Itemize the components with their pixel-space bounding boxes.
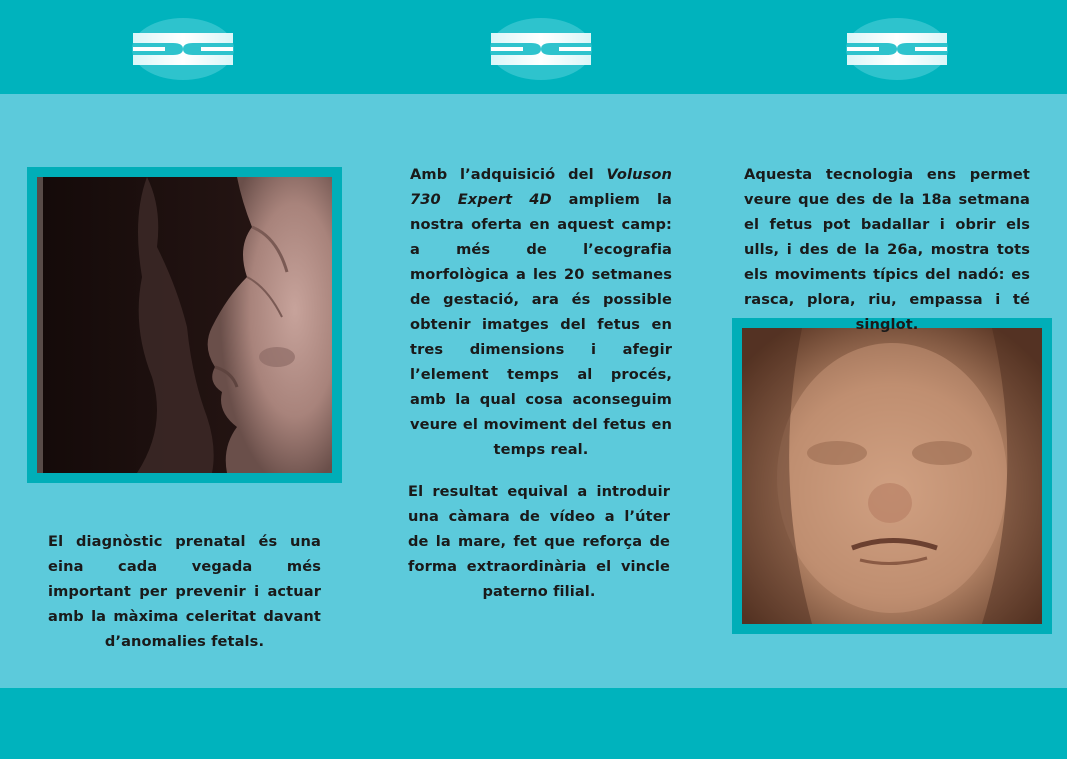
fetal-profile-image <box>37 177 332 473</box>
clinic-logo-icon <box>131 17 235 81</box>
left-photo-frame <box>27 167 342 483</box>
clinic-logo-icon <box>489 17 593 81</box>
panel2-lead: Amb l’adquisició del <box>410 166 594 183</box>
product-name: Voluson 730 Expert 4D <box>410 166 672 208</box>
right-photo-frame <box>732 318 1052 634</box>
panel2-body: ampliem la nostra oferta en aquest camp: a més de l’ecografia morfològica a les 20 setmanes de gestació, ara és possible obtenir imatges del fetus en tres dimensions i afegir l’element temps al procés, amb la qual cosa aconseguim veure el moviment del fetus en temps real. <box>410 191 673 458</box>
panel2-paragraph-2: El resultat equival a introduir una càmara de vídeo a l’úter de la mare, fet que reforça de forma extraordinària el vincle paterno filial. <box>408 483 670 600</box>
panel3-paragraph: Aquesta tecnologia ens permet veure que des de la 18a setmana el fetus pot badallar i obrir els ulls, i des de la 26a, mostra tots els moviments típics del nadó: es rasca, plora, riu, empassa i té singlot. <box>744 166 1030 333</box>
panel1-paragraph: El diagnòstic prenatal és una eina cada vegada més important per prevenir i actuar amb la màxima celeritat davant d’anomalies fetals. <box>48 533 321 650</box>
panel2-paragraph-1 <box>410 162 672 462</box>
clinic-logo-icon <box>845 17 949 81</box>
fetal-face-image <box>742 328 1042 624</box>
bottom-band <box>0 688 1067 759</box>
